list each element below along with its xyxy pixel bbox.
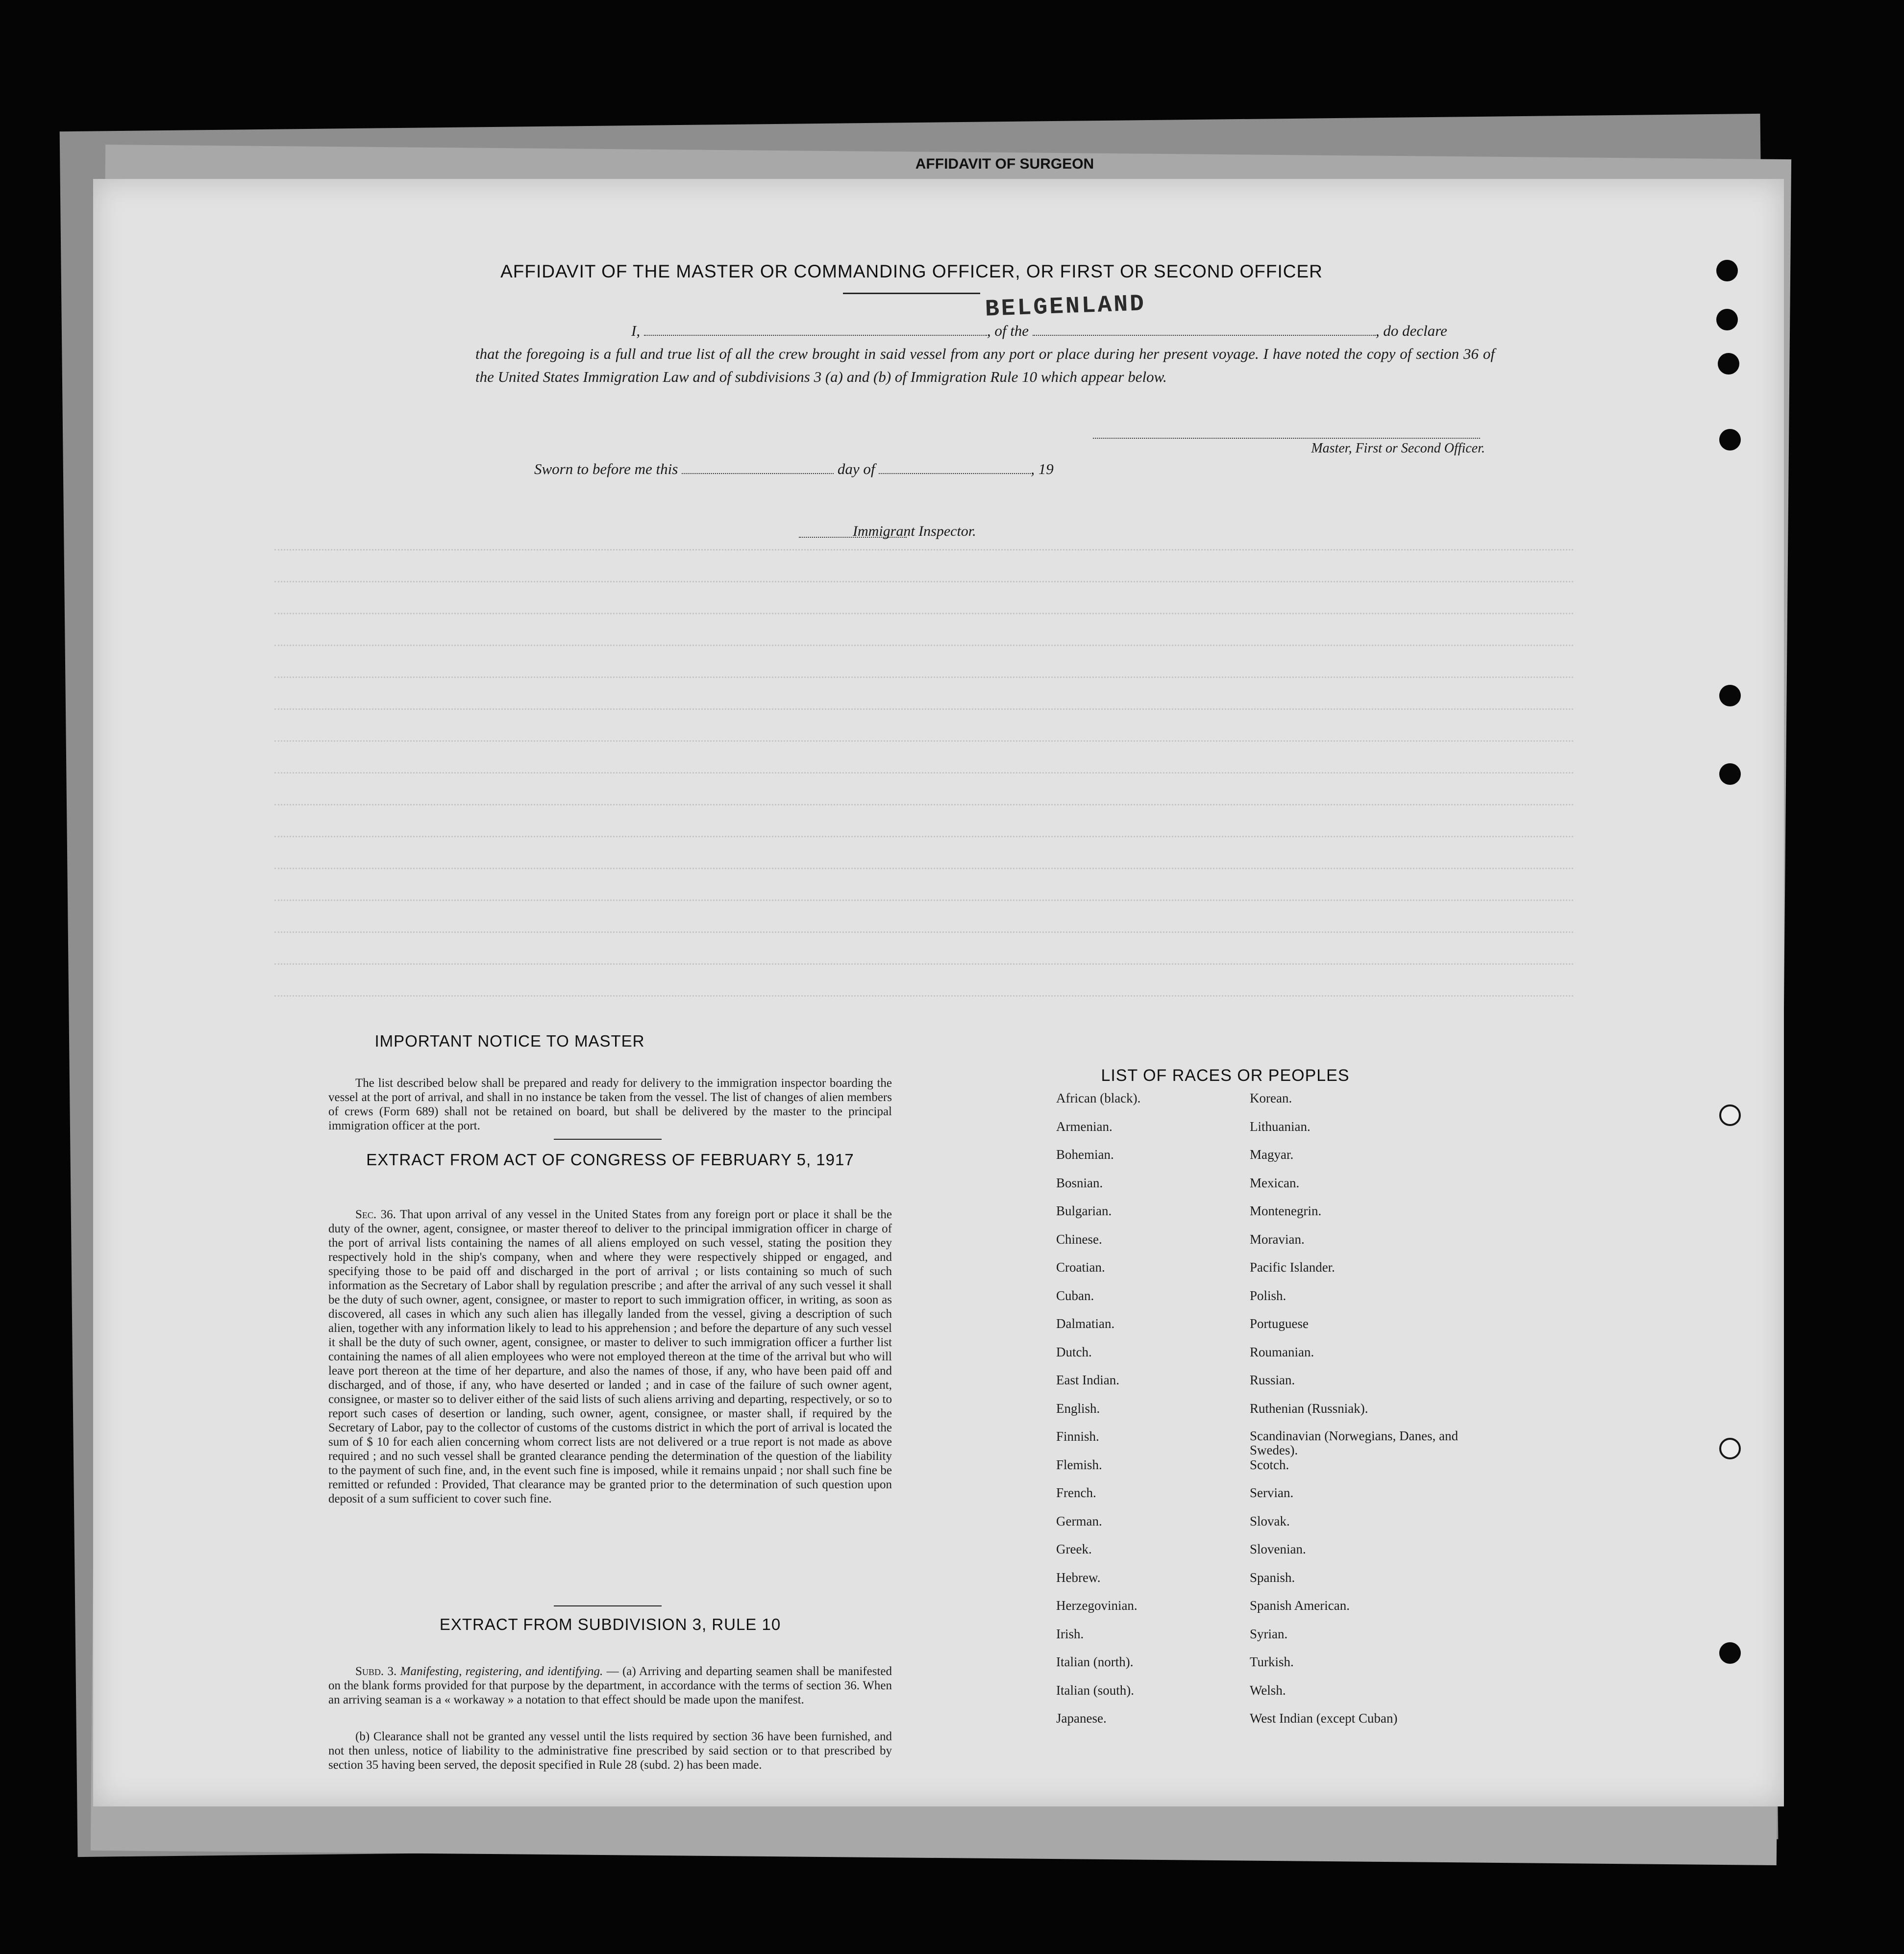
race-item: Slovak. (1250, 1513, 1290, 1528)
race-item: Italian (north). (1056, 1654, 1134, 1669)
affidavit-declaration (475, 319, 1495, 388)
race-item: Chinese. (1056, 1231, 1102, 1247)
punch-hole (1716, 260, 1738, 281)
race-item: Japanese. (1056, 1711, 1107, 1726)
race-item: Russian. (1250, 1373, 1295, 1387)
race-item: Cuban. (1056, 1288, 1094, 1303)
manifest-sheet (93, 179, 1784, 1806)
race-item: Mexican. (1250, 1175, 1300, 1190)
title-rule (843, 293, 980, 294)
sworn-month-field[interactable] (879, 458, 1031, 474)
subdivision-title: Manifesting, registering, and identifying. (400, 1665, 603, 1678)
race-item: Pacific Islander. (1250, 1260, 1335, 1275)
vessel-name-field[interactable] (1033, 320, 1376, 336)
declarant-name-field[interactable] (644, 320, 987, 336)
race-item: Slovenian. (1250, 1542, 1306, 1556)
race-item: Dalmatian. (1056, 1316, 1115, 1331)
signature-caption: Master, First or Second Officer. (1311, 441, 1485, 456)
race-item: Scandinavian (Norwegians, Danes, and Swedes). (1250, 1428, 1459, 1457)
race-item: Lithuanian. (1250, 1119, 1311, 1134)
sworn-year-label: , 19 (1031, 460, 1054, 477)
race-item: Korean. (1250, 1091, 1292, 1105)
races-left-column (1056, 1091, 1228, 1739)
race-item: Irish. (1056, 1626, 1084, 1641)
subdivision-label: Subd. 3. (355, 1665, 397, 1678)
races-right-column (1250, 1091, 1460, 1739)
act-rule (554, 1605, 662, 1606)
race-item: Roumanian. (1250, 1344, 1314, 1359)
races-heading: LIST OF RACES OR PEOPLES (1101, 1066, 1350, 1085)
signature-line[interactable] (1093, 438, 1480, 439)
race-item: West Indian (except Cuban) (1250, 1711, 1398, 1726)
declarant-prefix: I, (631, 322, 641, 339)
race-item: Syrian. (1250, 1626, 1288, 1641)
race-item: Montenegrin. (1250, 1203, 1322, 1218)
punch-hole (1719, 429, 1741, 451)
race-item: Spanish American. (1250, 1598, 1350, 1613)
punch-hole (1719, 1642, 1741, 1664)
section-label: Sec. 36. (355, 1208, 396, 1221)
vessel-prefix: , of the (987, 322, 1029, 339)
punch-hole (1718, 353, 1739, 375)
sworn-month-label: day of (837, 460, 875, 477)
sworn-label: Sworn to before me this (534, 460, 678, 477)
punch-hole (1719, 1104, 1741, 1126)
punch-hole (1716, 309, 1738, 330)
race-item: Turkish. (1250, 1654, 1294, 1669)
notice-rule (554, 1139, 662, 1140)
race-item: Dutch. (1056, 1344, 1092, 1359)
race-item: English. (1056, 1401, 1100, 1416)
race-item: Greek. (1056, 1542, 1092, 1556)
race-item: Bosnian. (1056, 1175, 1103, 1190)
race-item: Flemish. (1056, 1457, 1102, 1472)
race-item: Italian (south). (1056, 1682, 1134, 1698)
race-item: Welsh. (1250, 1682, 1286, 1698)
punch-hole (1719, 1438, 1741, 1459)
subdivision-a-text: — (a) Arriving and departing seamen shall be manifested on the blank forms provided for that purpose by the department, in accordance with the terms of section 36. When an arriving seaman is a « workaway » a notation to that effect should be made upon the manifest. (328, 1665, 892, 1706)
race-item: Portuguese (1250, 1316, 1309, 1331)
race-item: African (black). (1056, 1091, 1141, 1105)
ship-name: BELGENLAND (985, 291, 1146, 323)
race-item: Hebrew. (1056, 1570, 1101, 1585)
inspector-caption: Immigrant Inspector. (853, 523, 976, 539)
punch-hole (1719, 685, 1741, 706)
sworn-line (534, 458, 1054, 478)
affidavit-title: AFFIDAVIT OF THE MASTER OR COMMANDING OFFICER, OR FIRST OR SECOND OFFICER (500, 261, 1323, 281)
race-item: Moravian. (1250, 1231, 1305, 1247)
declaration-body: that the foregoing is a full and true list of all the crew brought in said vessel from any port or place during her present voyage. I have noted the copy of section 36 of the United States Immigration Law and of subdivisions 3 (a) and (b) of Immigration Rule 10 which appear below. (475, 345, 1495, 385)
race-item: Bulgarian. (1056, 1203, 1112, 1218)
race-item: Scotch. (1250, 1457, 1289, 1472)
rule-text-b: (b) Clearance shall not be granted any vessel until the lists required by section 36 have been furnished, and not then unless, notice of liability to the administrative fine prescribed by said section or to that prescribed by section 35 having been served, the deposit specified in Rule 28 (subd. 2) has been made. (328, 1730, 892, 1772)
declare-suffix: , do declare (1375, 322, 1447, 339)
notice-heading: IMPORTANT NOTICE TO MASTER (374, 1032, 645, 1050)
race-item: German. (1056, 1513, 1102, 1528)
race-item: Polish. (1250, 1288, 1286, 1303)
rule-text (328, 1664, 892, 1707)
surgeon-affidavit-title: AFFIDAVIT OF SURGEON (915, 156, 1094, 172)
sworn-day-field[interactable] (682, 458, 834, 474)
section-36-text: That upon arrival of any vessel in the United States from any foreign port or place it shall be the duty of the owner, agent, consignee, or master thereof to deliver to the principal immigration officer in charge of the port of arrival lists containing the names of all aliens employed on such vessel, stating the position they respectively hold in the ship's company, when and where they were respectively shipped or engaged, and specifying those to be paid off and discharged in the port of arrival ; or lists containing so much of such information as the Secretary of Labor shall by regulation prescribe ; and after the arrival of any such vessel it shall be the duty of such owner, agent, consignee, or master to report to such immigration officer, in writing, as soon as discovered, all cases in which any such alien has illegally landed from the vessel, giving a description of such alien, together with any information likely to lead to his apprehension ; and before the departure of any such vessel it shall be the duty of such owner, agent, consignee, or master to deliver to such immigration officer a further list containing the names of all alien employees who were not employed thereon at the time of the arrival but who will leave port thereon at the time of her departure, and also the names of those, if any, who have been paid off and discharged, and of those, if any, who have deserted or landed ; and in case of the failure of such owner agent, consignee, or master so to deliver either of the said lists of such aliens arriving and departing, respectively, or so to report such cases of desertion or landing, such owner, agent, consignee, or master shall, if required by the Secretary of Labor, pay to the collector of customs of the customs district in which the port of arrival is located the sum of $ 10 for each alien concerning whom correct lists are not delivered or a true report is not made as above required ; and no such vessel shall be granted clearance pending the determination of the question of the liability to the payment of such fine, and, in the event such fine is imposed, while it remains unpaid ; nor shall such fine be remitted or refunded : Provided, That clearance may be granted prior to the determination of such question upon deposit of a sum sufficient to cover such fine. (328, 1208, 892, 1505)
bleed-through-rows (93, 179, 1784, 1806)
race-item: Bohemian. (1056, 1147, 1114, 1162)
punch-hole (1719, 763, 1741, 785)
notice-text: The list described below shall be prepared and ready for delivery to the immigration inspector boarding the vessel at the port of arrival, and shall in no instance be taken from the vessel. The list of changes of alien members of crews (Form 689) shall not be retained on board, but shall be delivered by the master to the principal immigration officer at the port. (328, 1077, 892, 1132)
race-item: Magyar. (1250, 1147, 1294, 1162)
act-text (328, 1207, 892, 1506)
race-item: Finnish. (1056, 1429, 1099, 1444)
race-item: Ruthenian (Russniak). (1250, 1401, 1368, 1416)
rule-heading: EXTRACT FROM SUBDIVISION 3, RULE 10 (439, 1615, 781, 1633)
race-item: Armenian. (1056, 1119, 1113, 1134)
race-item: Servian. (1250, 1485, 1294, 1500)
act-heading: EXTRACT FROM ACT OF CONGRESS OF FEBRUARY 5, 1917 (366, 1151, 854, 1169)
race-item: French. (1056, 1485, 1096, 1500)
race-item: Croatian. (1056, 1260, 1105, 1275)
race-item: East Indian. (1056, 1373, 1119, 1387)
race-item: Spanish. (1250, 1570, 1295, 1585)
race-item: Herzegovinian. (1056, 1598, 1137, 1613)
